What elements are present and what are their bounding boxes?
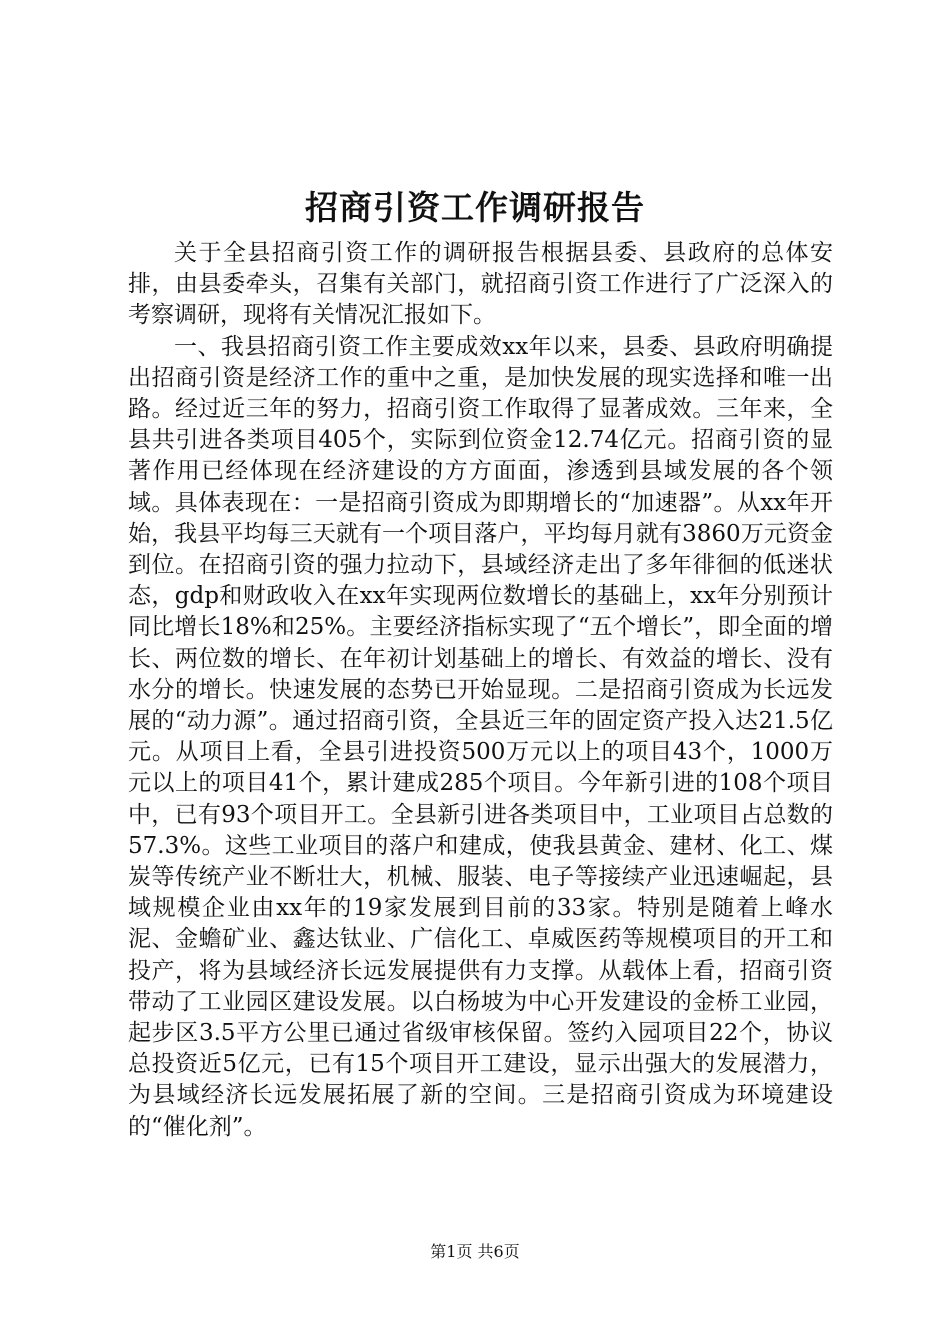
paragraph-intro: 关于全县招商引资工作的调研报告根据县委、县政府的总体安排，由县委牵头，召集有关部门，就招商引资工作进行了广泛深入的考察调研，现将有关情况汇报如下。 <box>128 240 833 329</box>
page-number: 第1页 共6页 <box>430 1242 520 1261</box>
document-title: 招商引资工作调研报告 <box>305 188 645 227</box>
paragraph-achievements: 一、我县招商引资工作主要成效xx年以来，县委、县政府明确提出招商引资是经济工作的重中之重，是加快发展的现实选择和唯一出路。经过近三年的努力，招商引资工作取得了显著成效。三年来，全县共引进各类项目405个，实际到位资金12.74亿元。招商引资的显著作用已经体现在经济建设的方方面面，渗透到县域发展的各个领域。具体表现在：一是招商引资成为即期增长的“加速器”。从xx年开始，我县平均每三天就有一个项目落户，平均每月就有3860万元资金到位。在招商引资的强力拉动下，县域经济走出了多年徘徊的低迷状态，gdp和财政收入在xx年实现两位数增长的基础上，xx年分别预计同比增长18%和25%。主要经济指标实现了“五个增长”，即全面的增长、两位数的增长、在年初计划基础上的增长、有效益的增长、没有水分的增长。快速发展的态势已开始显现。二是招商引资成为长远发展的“动力源”。通过招商引资，全县近三年的固定资产投入达21.5亿元。从项目上看，全县引进投资500万元以上的项目43个，1000万元以上的项目41个，累计建成285个项目。今年新引进的108个项目中，已有93个项目开工。全县新引进各类项目中，工业项目占总数的57.3%。这些工业项目的落户和建成，使我县黄金、建材、化工、煤炭等传统产业不断壮大，机械、服装、电子等接续产业迅速崛起，县域规模企业由xx年的19家发展到目前的33家。特别是随着上峰水泥、金蟾矿业、鑫达钛业、广信化工、卓威医药等规模项目的开工和投产，将为县域经济长远发展提供有力支撑。从载体上看，招商引资带动了工业园区建设发展。以白杨坡为中心开发建设的金桥工业园，起步区3.5平方公里已通过省级审核保留。签约入园项目22个，协议总投资近5亿元，已有15个项目开工建设，显示出强大的发展潜力，为县域经济长远发展拓展了新的空间。三是招商引资成为环境建设的“催化剂”。 <box>128 333 833 1140</box>
document-body <box>128 238 833 1143</box>
